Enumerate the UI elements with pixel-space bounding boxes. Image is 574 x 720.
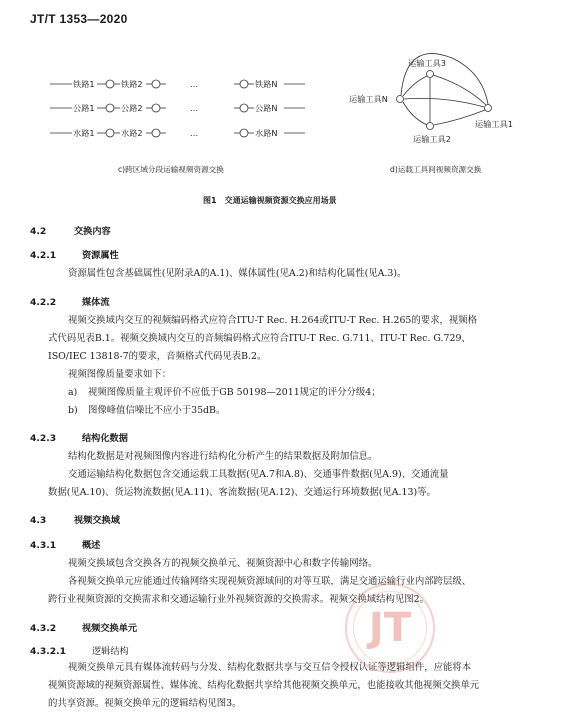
para-quality-intro: 视频图像质量要求如下： [68, 369, 172, 380]
para-structured-3: 数据(见A.10)、货运物流数据(见A.11)、客流数据(见A.12)、交通运行环境数据(见A.13)等。 [48, 487, 436, 498]
heading-4-2-1: 4.2.1 资源属性 [30, 250, 119, 261]
row3-ellipsis: … [190, 128, 199, 138]
para-media-line1: 视频交换域内交互的视频编码格式应符合ITU-T Rec. H.264或ITU-T Rec. H.265的要求，视频格 [68, 315, 478, 326]
figure-title: 图1 交通运输视频资源交换应用场景 [203, 196, 337, 205]
para-media-line3: ISO/IEC 13818-7的要求，音频格式代码见表B.2。 [48, 351, 267, 362]
para-overview-3: 跨行业视频资源的交换需求和交通运输行业外视频资源的交换需求。视频交换域结构见图2。 [48, 594, 429, 605]
list-item-b: b) 图像峰值信噪比不应小于35dB。 [68, 405, 226, 416]
heading-4-3-2: 4.3.2 视频交换单元 [30, 623, 138, 634]
para-logic-3: 的共享资源。视频交换单元的逻辑结构见图3。 [48, 698, 242, 709]
para-overview-1: 视频交换域包含交换各方的视频交换单元、视频资源中心和数字传输网络。 [68, 558, 378, 569]
heading-4-3: 4.3 视频交换域 [30, 515, 120, 526]
row2-label-1: 公路1 [73, 103, 95, 113]
row2-label-n: 公路N [255, 103, 278, 113]
heading-4-2-2: 4.2.2 媒体流 [30, 297, 110, 308]
watermark-stamp: JT [345, 583, 435, 673]
para-structured-2: 交通运输结构化数据包含交通运载工具数据(见A.7和A.8)、交通事件数据(见A.9)、交通流量 [68, 469, 449, 480]
row1-label-1: 铁路1 [73, 79, 95, 89]
para-resource-attributes: 资源属性包含基础属性(见附录A的A.1)、媒体属性(见A.2)和结构化属性(见A.3)。 [68, 268, 407, 279]
para-structured-1: 结构化数据是对视频图像内容进行结构化分析产生的结果数据及附加信息。 [68, 451, 378, 462]
figure-diagram [0, 0, 574, 215]
row1-ellipsis: … [190, 79, 199, 89]
node-tool3: 运输工具3 [408, 58, 446, 68]
heading-4-3-2-1: 4.3.2.1 逻辑结构 [30, 646, 129, 657]
para-logic-1: 视频交换单元具有媒体流转码与分发、结构化数据共享与交互信令授权认证等逻辑组件，应能将本 [68, 662, 472, 673]
list-item-a: a) 视频图像质量主观评价不应低于GB 50198—2011规定的评分分级4； [68, 387, 381, 398]
row2-label-2: 公路2 [121, 103, 143, 113]
para-logic-2: 视频资源域的视频资源属性、媒体流、结构化数据共享给其他视频交换单元，也能接收其他视频交换单元 [48, 680, 480, 691]
heading-4-2: 4.2 交换内容 [30, 226, 111, 237]
caption-c: c)跨区域分段运输视频资源交换 [118, 165, 224, 174]
row3-label-n: 水路N [255, 128, 278, 138]
node-toolN: 运输工具N [349, 94, 388, 104]
para-overview-2: 各视频交换单元应能通过传输网络实现视频资源域间的对等互联，满足交通运输行业内部跨层级、 [68, 576, 472, 587]
row3-label-2: 水路2 [121, 128, 143, 138]
node-tool1: 运输工具1 [475, 119, 513, 129]
heading-4-3-1: 4.3.1 概述 [30, 540, 101, 551]
standard-code: JT/T 1353—2020 [30, 12, 128, 26]
node-tool2: 运输工具2 [413, 134, 451, 144]
para-media-line2: 式代码见表B.1。视频交换域内交互的音频编码格式应符合ITU-T Rec. G.711、ITU-T Rec. G.729、 [48, 333, 471, 344]
caption-d: d)运载工具间视频资源交换 [390, 165, 482, 174]
row3-label-1: 水路1 [73, 128, 95, 138]
row1-label-n: 铁路N [255, 79, 278, 89]
row1-label-2: 铁路2 [121, 79, 143, 89]
row2-ellipsis: … [190, 103, 199, 113]
heading-4-2-3: 4.2.3 结构化数据 [30, 433, 128, 444]
